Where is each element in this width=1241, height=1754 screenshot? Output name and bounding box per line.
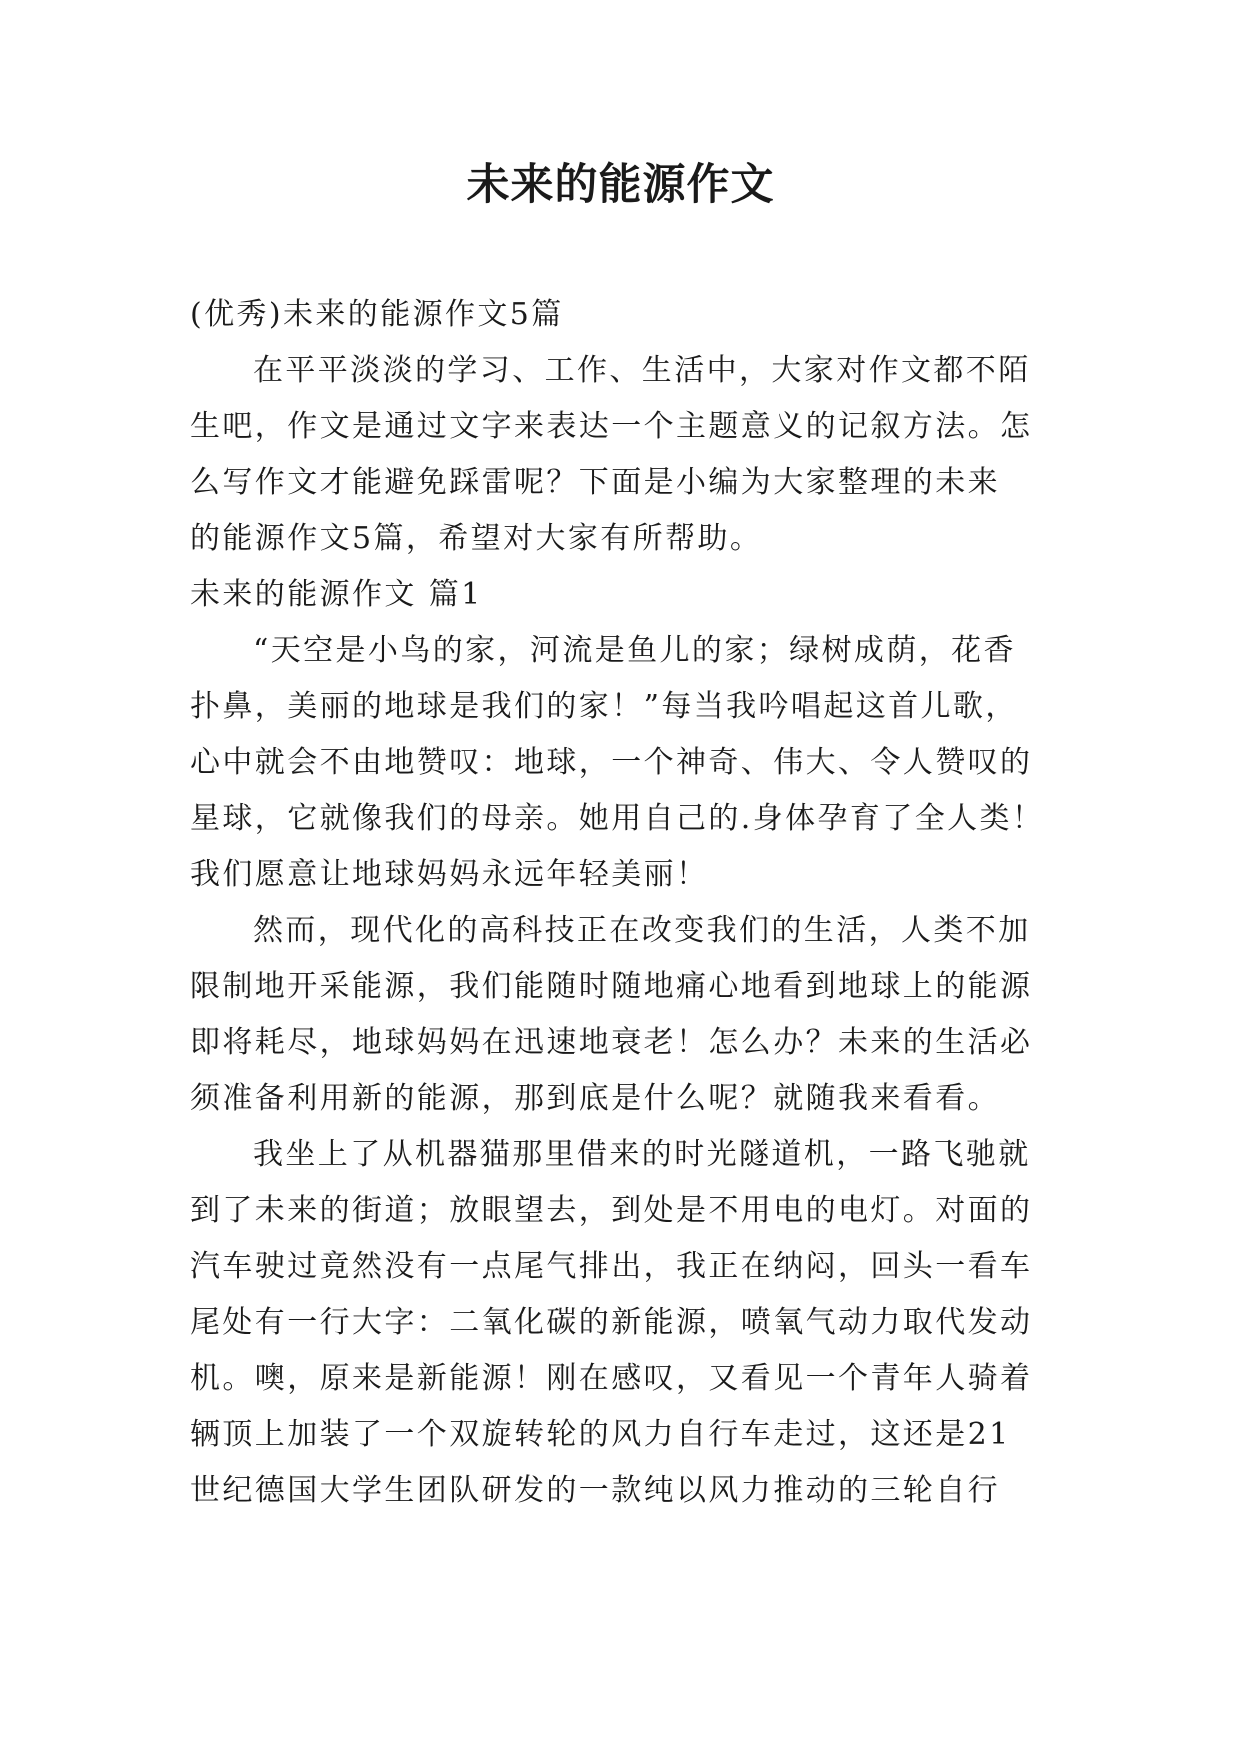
text-line: 扑鼻，美丽的地球是我们的家！”每当我吟唱起这首儿歌， [190, 689, 1018, 724]
text-line: 世纪德国大学生团队研发的一款纯以风力推动的三轮自行 [190, 1473, 1000, 1508]
text-line: 须准备利用新的能源，那到底是什么呢？就随我来看看。 [190, 1081, 1000, 1116]
text-line: (优秀)未来的能源作文5篇 [190, 297, 564, 332]
document-body [190, 287, 1052, 1519]
text-line: 未来的能源作文 篇1 [190, 577, 483, 612]
text-line: 心中就会不由地赞叹：地球，一个神奇、伟大、令人赞叹的 [190, 745, 1033, 780]
text-line: “天空是小鸟的家，河流是鱼儿的家；绿树成荫，花香 [253, 633, 1016, 668]
text-line: 星球，它就像我们的母亲。她用自己的.身体孕育了全人类！ [190, 801, 1045, 836]
text-line: 在平平淡淡的学习、工作、生活中，大家对作文都不陌 [253, 353, 1031, 388]
text-line: 尾处有一行大字：二氧化碳的新能源，喷氧气动力取代发动 [190, 1305, 1033, 1340]
text-line: 我坐上了从机器猫那里借来的时光隧道机，一路飞驰就 [253, 1137, 1031, 1172]
text-line: 生吧，作文是通过文字来表达一个主题意义的记叙方法。怎 [190, 409, 1033, 444]
text-line: 汽车驶过竟然没有一点尾气排出，我正在纳闷，回头一看车 [190, 1249, 1033, 1284]
document-title: 未来的能源作文 [466, 160, 775, 210]
text-line: 机。噢，原来是新能源！刚在感叹，又看见一个青年人骑着 [190, 1361, 1033, 1396]
text-line: 么写作文才能避免踩雷呢？下面是小编为大家整理的未来 [190, 465, 1000, 500]
text-line: 到了未来的街道；放眼望去，到处是不用电的电灯。对面的 [190, 1193, 1033, 1228]
text-line: 辆顶上加装了一个双旋转轮的风力自行车走过，这还是21 [190, 1417, 1011, 1452]
text-line: 我们愿意让地球妈妈永远年轻美丽！ [190, 857, 709, 892]
text-line: 限制地开采能源，我们能随时随地痛心地看到地球上的能源 [190, 969, 1033, 1004]
text-line: 即将耗尽，地球妈妈在迅速地衰老！怎么办？未来的生活必 [190, 1025, 1033, 1060]
text-line: 的能源作文5篇，希望对大家有所帮助。 [190, 521, 763, 556]
text-line: 然而，现代化的高科技正在改变我们的生活，人类不加 [253, 913, 1031, 948]
